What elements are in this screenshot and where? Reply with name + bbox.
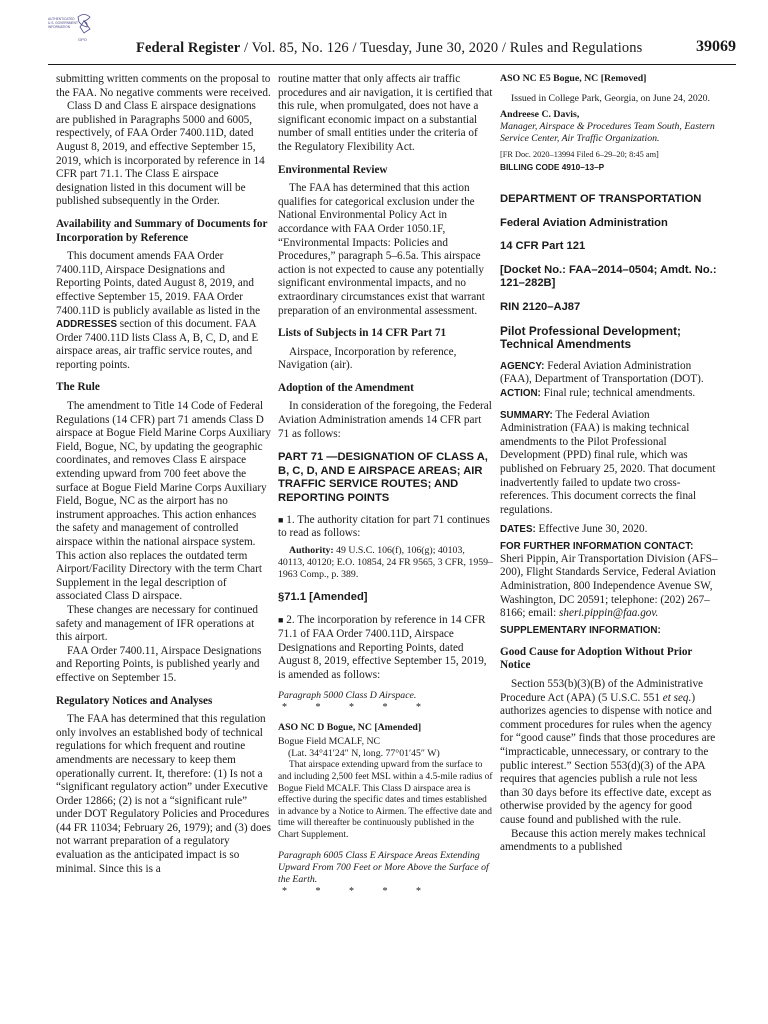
airfield-name: Bogue Field MCALF, NC	[278, 736, 381, 748]
dates-line: DATES: Effective June 30, 2020.	[500, 523, 648, 536]
summary-paragraph: SUMMARY: The Federal Aviation Administration (FAA) is making technical amendments to the Pilot Professional Development (PPD) final rule, which was published on February 25, 2020. That document inadvertently failed to update two cross-references. This document corrects the final regulations.	[500, 408, 716, 516]
section-heading: Good Cause for Adoption Without Prior Notice	[500, 645, 693, 672]
airspace-designation: ASO NC E5 Bogue, NC [Removed]	[500, 73, 647, 84]
section-heading: Adoption of the Amendment	[278, 381, 414, 394]
paragraph: These changes are necessary for continued safety and management of IFR operations at this airport.	[56, 603, 259, 644]
airfield-coordinates: (Lat. 34°41′24″ N, long. 77°01′45″ W)	[288, 748, 440, 760]
svg-text:AUTHENTICATED: AUTHENTICATED	[48, 17, 75, 21]
svg-text:GPO: GPO	[78, 37, 87, 42]
paragraph: Section 553(b)(3)(B) of the Administrative Procedure Act (APA) (5 U.S.C. 551 et seq.) authorizes agencies to dispense with notice and comment procedures for rules when the agency for “good cause” finds that those procedures are “impracticable, unnecessary, or contrary to the public interest.” Section 553(d)(3) of the APA requires that agencies publish a rule not less than 30 days before its effective date, except as otherwise provided by the agency for good cause found and published with the rule.	[500, 678, 716, 826]
running-header	[48, 38, 736, 62]
signer-title: Manager, Airspace & Procedures Team South, Eastern Service Center, Air Traffic Organization.	[500, 121, 715, 144]
section-heading: Lists of Subjects in 14 CFR Part 71	[278, 327, 447, 340]
paragraph: The FAA has determined that this regulation only involves an established body of technical regulations for which frequent and routine amendments are necessary to keep them operationally current. It, therefore: (1) Is not a “significant regulatory action” under Executive Order 12866; (2) is not a “significant rule” under DOT Regulatory Policies and Procedures (44 FR 11034; February 26, 1979); and (3) does not warrant preparation of a regulatory evaluation as the anticipated impact is so minimal. Since this is a	[56, 713, 271, 875]
airspace-designation: ASO NC D Bogue, NC [Amended]	[278, 722, 422, 734]
paragraph: The amendment to Title 14 Code of Federal Regulations (14 CFR) part 71 amends Class D airspace at Bogue Field Marine Corps Auxiliary Field, Bogue, NC, by updating the geographic coordinates, and removes Class E airspace extending upward from 700 feet above the surface at Bogue Field Marine Corps Auxiliary Field, Bogue, NC as the airport has no instrument approaches. This action enhances the safety and management of controlled airspace within the national airspace system. This action also replaces the outdated term Airport/Facility Directory with the term Chart Supplement in the legal description of associated Class D airspace.	[56, 400, 271, 603]
department-heading: DEPARTMENT OF TRANSPORTATION	[500, 193, 702, 205]
billing-code: BILLING CODE 4910–13–P	[500, 162, 605, 172]
volume-line: / Vol. 85, No. 126 / Tuesday, June 30, 2020 / Rules and Regulations	[240, 40, 643, 56]
cfr-heading: 14 CFR Part 121	[500, 240, 586, 253]
fr-doc-line: [FR Doc. 2020–13994 Filed 6–29–20; 8:45 am]	[500, 150, 659, 159]
authority-citation: Authority: 49 U.S.C. 106(f), 106(g); 40103, 40113, 40120; E.O. 10854, 24 FR 9565, 3 CFR, 1959–1963 Comp., p. 389.	[278, 544, 493, 580]
svg-text:INFORMATION: INFORMATION	[48, 25, 71, 29]
section-number: §71.1 [Amended]	[278, 590, 368, 603]
amendment-instruction: ■ 2. The incorporation by reference in 14 CFR 71.1 of FAA Order 7400.11D, Airspace Designations and Reporting Points, dated August 8, 2019, effective September 15, 2019, is amended as follows:	[278, 614, 487, 681]
running-title	[136, 40, 642, 57]
paragraph: Airspace, Incorporation by reference, Navigation (air).	[278, 345, 457, 372]
action-line: ACTION: Final rule; technical amendments.	[500, 386, 696, 399]
section-heading: Availability and Summary of Documents for Incorporation by Reference	[56, 217, 268, 244]
paragraph-label: Paragraph 6005 Class E Airspace Areas Extending Upward From 700 Feet or More Above the Surface of the Earth.	[278, 849, 489, 885]
column-2	[278, 73, 493, 898]
addresses-ref: ADDRESSES	[56, 319, 117, 331]
agency-heading: Federal Aviation Administration	[500, 216, 668, 229]
contact-label: FOR FURTHER INFORMATION CONTACT:	[500, 540, 694, 552]
docket-number: [Docket No.: FAA–2014–0504; Amdt. No.: 121–282B]	[500, 263, 717, 290]
paragraph: routine matter that only affects air traffic procedures and air navigation, it is certified that this rule, when promulgated, does not have a significant economic impact on a substantial number of small entities under the criteria of the Regulatory Flexibility Act.	[278, 73, 493, 153]
journal-name: Federal Register	[136, 40, 241, 56]
paragraph: submitting written comments on the proposal to the FAA. No negative comments were received.	[56, 73, 271, 99]
section-heading: Environmental Review	[278, 163, 388, 176]
issued-line: Issued in College Park, Georgia, on June 24, 2020.	[511, 93, 710, 104]
paragraph: In consideration of the foregoing, the Federal Aviation Administration amends 14 CFR part 71 as follows:	[278, 400, 492, 440]
part-heading: PART 71 —DESIGNATION OF CLASS A, B, C, D, AND E AIRSPACE AREAS; AIR TRAFFIC SERVICE ROUTES; AND REPORTING POINTS	[278, 451, 488, 505]
column-3	[500, 73, 718, 855]
contact-email: sheri.pippin@faa.gov.	[559, 607, 659, 620]
contact-info: Sheri Pippin, Air Transportation Division (AFS–200), Flight Standards Service, Federal Aviation Administration, 800 Independence Avenue SW, Washington, DC 20591; telephone: (202) 267–8166; email: sheri.pippin@faa.gov.	[500, 552, 718, 620]
ellipsis-stars: * * * * *	[282, 885, 434, 897]
paragraph: This document amends FAA Order 7400.11D, Airspace Designations and Reporting Points, dated August 8, 2019, and effective September 15, 2019. FAA Order 7400.11D is publicly available as listed in the ADDRESSES section of this document. FAA Order 7400.11D lists Class A, B, C, D, and E airspace areas, air traffic service routes, and reporting points.	[56, 250, 261, 371]
paragraph: The FAA has determined that this action qualifies for categorical exclusion under the National Environmental Policy Act in accordance with FAA Order 1050.1F, “Environmental Impacts: Policies and Procedures,” paragraph 5–6.5a. This airspace action is not expected to cause any potentially significant environmental impacts, and no extraordinary circumstances exist that warrant preparation of an environmental assessment.	[278, 182, 485, 317]
section-heading: Regulatory Notices and Analyses	[56, 694, 213, 707]
paragraph: Because this action merely makes technical amendments to a published	[500, 827, 706, 854]
page-number: 39069	[696, 38, 736, 55]
signer-name: Andreese C. Davis,	[500, 109, 580, 120]
section-heading: The Rule	[56, 381, 100, 394]
header-rule	[48, 64, 736, 65]
agency-line: AGENCY: Federal Aviation Administration (FAA), Department of Transportation (DOT).	[500, 359, 704, 386]
supplementary-label: SUPPLEMENTARY INFORMATION:	[500, 624, 661, 636]
svg-text:U.S. GOVERNMENT: U.S. GOVERNMENT	[48, 21, 78, 25]
airspace-description: That airspace extending upward from the surface to and including 2,500 feet MSL within a 4.5-mile radius of Bogue Field MCALF. This Class D airspace area is effective during the specific dates and times established in advance by a Notice to Airmen. The effective date and time will thereafter be continuously published in the Chart Supplement.	[278, 760, 493, 840]
rule-title: Pilot Professional Development; Technical Amendments	[500, 323, 681, 352]
amendment-instruction: ■ 1. The authority citation for part 71 continues to read as follows:	[278, 513, 490, 540]
ellipsis-stars: * * * * *	[282, 702, 434, 714]
column-1	[56, 73, 271, 876]
paragraph: FAA Order 7400.11, Airspace Designations and Reporting Points, is published yearly and effective on September 15.	[56, 644, 262, 684]
rin-number: RIN 2120–AJ87	[500, 300, 581, 313]
paragraph: Class D and Class E airspace designations are published in Paragraphs 5000 and 6005, respectively, of FAA Order 7400.11D, dated August 8, 2019, and effective September 15, 2019, which is incorporated by reference in 14 CFR part 71.1. The Class E airspace designation listed in this document will be published subsequently in the Order.	[56, 100, 265, 208]
paragraph-label: Paragraph 5000 Class D Airspace.	[278, 690, 417, 702]
